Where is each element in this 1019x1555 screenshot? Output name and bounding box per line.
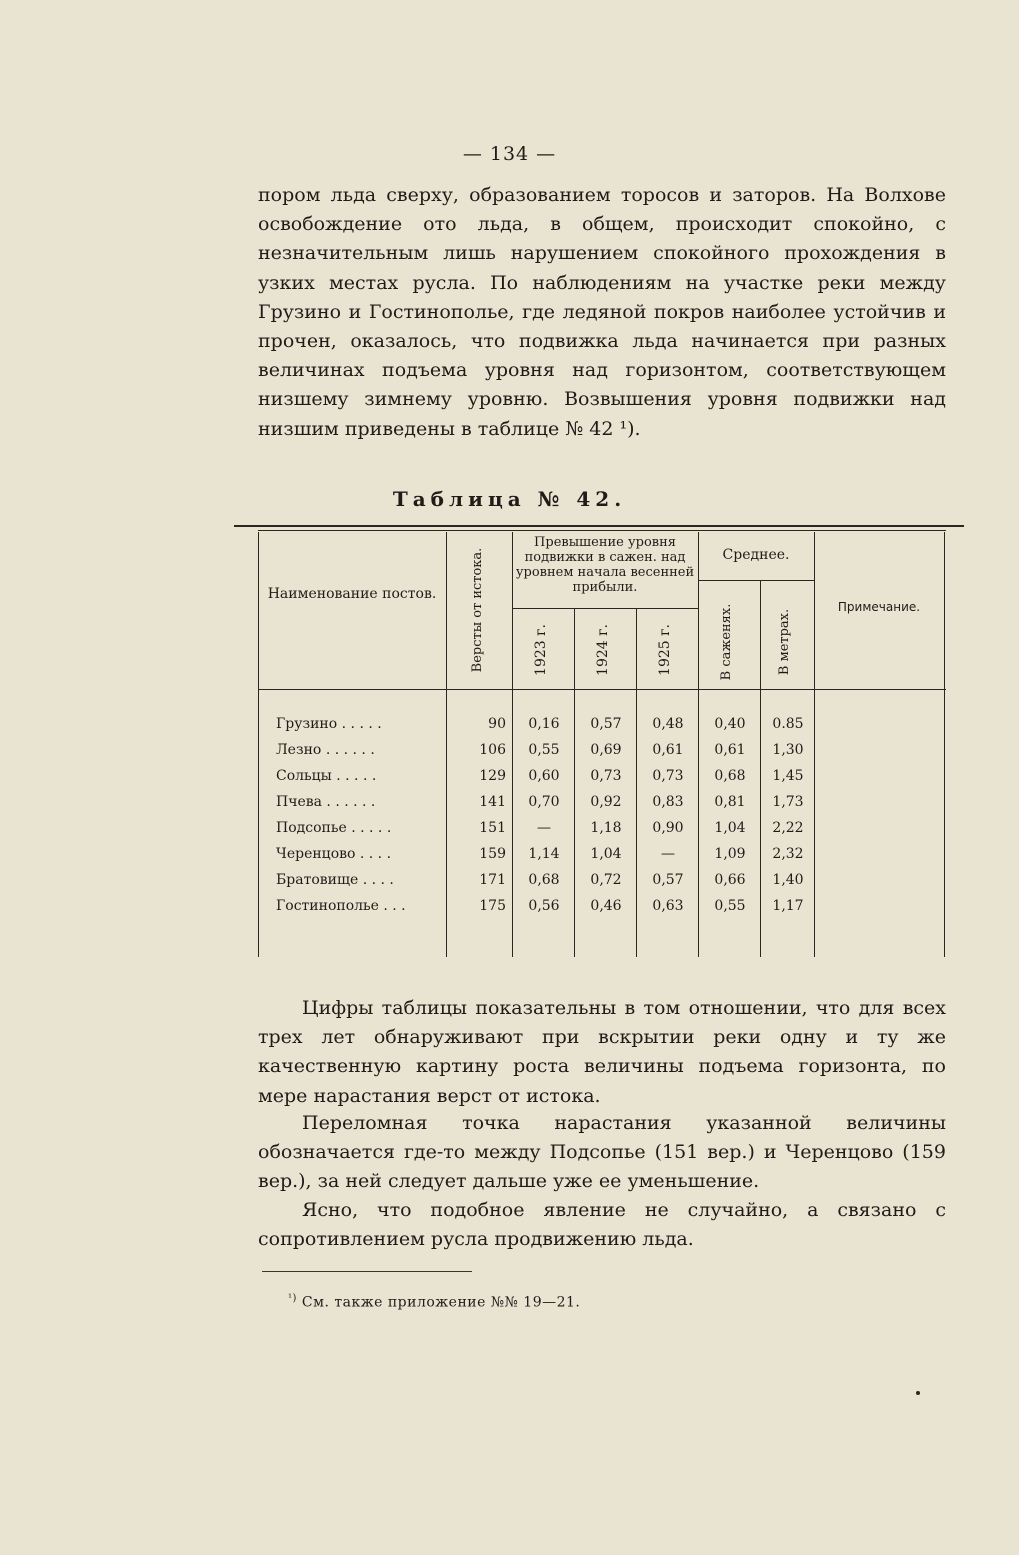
cell-1924: 1,04 [590,846,622,862]
cell-versts: 129 [479,768,506,784]
header-average: Среднее. [722,547,790,563]
cell-avg-sazhen: 0,55 [714,898,746,914]
footnote-text: См. также приложение №№ 19—21. [301,1294,581,1311]
cell-avg-sazhen: 0,61 [714,742,746,758]
cell-versts: 106 [479,742,506,758]
cell-1923: 0,70 [528,794,560,810]
footnote-rule [262,1271,472,1272]
header-name: Наименование постов. [267,586,437,602]
cell-1925: 0,48 [652,716,684,732]
table-row [258,768,946,794]
table-row [258,742,946,768]
cell-1923: 0,68 [528,872,560,888]
paragraph-analysis: Цифры таблицы показательны в том отношении, что для всех трех лет обнаруживают при вскрытии реки одну и ту же качественную картину роста величины подъема горизонта, по мере нарастания верст от истока. [258,997,946,1107]
cell-name: Грузино . . . . . [276,716,382,732]
cell-1925: 0,83 [652,794,684,810]
cell-name: Братовище . . . . [276,872,394,888]
ink-speck [916,1391,920,1395]
cell-1923: 0,55 [528,742,560,758]
cell-1924: 1,18 [590,820,622,836]
header-1923: 1923 г. [533,624,549,676]
table-row [258,846,946,872]
cell-name: Сольцы . . . . . [276,768,377,784]
paragraph-turning-point: Переломная точка нарастания указанной величины обозначается где-то между Подсопье (151 вер.) и Черенцово (159 вер.), за ней следует дальше уже ее уменьшение. [258,1112,946,1193]
cell-avg-meters: 2,32 [772,846,804,862]
header-1925: 1925 г. [657,624,673,676]
table-row [258,898,946,924]
header-avg-meters: В метрах. [777,608,792,676]
cell-name: Черенцово . . . . [276,846,392,862]
cell-name: Лезно . . . . . . [276,742,375,758]
cell-avg-sazhen: 1,09 [714,846,746,862]
cell-1924: 0,57 [590,716,622,732]
cell-avg-sazhen: 0,40 [714,716,746,732]
cell-avg-meters: 1,45 [772,768,804,784]
cell-1925: — [661,846,675,862]
table-top-rule-inner [258,530,946,531]
paragraph-intro: пором льда сверху, образованием торосов и заторов. На Волхове освобождение ото льда, в общем, происходит спокойно, с незначительным лишь нарушением спокойного прохождения в узких местах русла. По наблюдениям на участке реки между Грузино и Гостинополье, где ледяной покров наиболее устойчив и прочен, оказалось, что подвижка льда начинается при разных величинах подъема уровня над горизонтом, соответствующем низшему зимнему уровню. Возвышения уровня подвижки над низшим приведены в таблице № 42 ¹). [258,184,946,440]
cell-1925: 0,73 [652,768,684,784]
cell-name: Гостинополье . . . [276,898,406,914]
cell-1924: 0,46 [590,898,622,914]
cell-avg-meters: 1,17 [772,898,804,914]
header-excess: Превышение уровня подвижки в сажен. над уровнем начала весенней прибыли. [515,535,695,595]
cell-name: Пчева . . . . . . [276,794,376,810]
cell-avg-sazhen: 1,04 [714,820,746,836]
cell-1923: 0,16 [528,716,560,732]
table-top-rule [234,525,964,527]
table-row [258,716,946,742]
cell-1924: 0,92 [590,794,622,810]
header-versts: Версты от истока. [470,547,485,673]
cell-avg-meters: 2,22 [772,820,804,836]
table-row [258,872,946,898]
data-table [258,532,946,957]
cell-versts: 159 [479,846,506,862]
cell-name: Подсопье . . . . . [276,820,392,836]
cell-avg-meters: 1,40 [772,872,804,888]
cell-avg-meters: 1,30 [772,742,804,758]
cell-avg-sazhen: 0,66 [714,872,746,888]
cell-versts: 175 [479,898,506,914]
cell-1925: 0,63 [652,898,684,914]
cell-avg-meters: 1,73 [772,794,804,810]
cell-1925: 0,57 [652,872,684,888]
cell-1923: 1,14 [528,846,560,862]
page-number: — 134 — [462,143,557,165]
cell-1924: 0,73 [590,768,622,784]
cell-1923: 0,56 [528,898,560,914]
cell-1925: 0,90 [652,820,684,836]
footnote [288,1293,580,1311]
header-avg-sazhen: В саженях. [719,603,734,681]
header-note: Примечание. [837,600,921,614]
table-title: Таблица № 42. [392,487,627,511]
cell-avg-sazhen: 0,68 [714,768,746,784]
table-row [258,820,946,846]
footnote-mark: ¹) [288,1293,297,1304]
header-1924: 1924 г. [595,624,611,676]
cell-1924: 0,69 [590,742,622,758]
cell-1925: 0,61 [652,742,684,758]
cell-1923: — [537,820,551,836]
cell-versts: 141 [479,794,506,810]
cell-avg-meters: 0.85 [772,716,804,732]
cell-1924: 0,72 [590,872,622,888]
cell-1923: 0,60 [528,768,560,784]
cell-versts: 171 [479,872,506,888]
cell-versts: 90 [488,716,506,732]
paragraph-conclusion: Ясно, что подобное явление не случайно, а связано с сопротивлением русла продвижению льда. [258,1199,946,1251]
cell-avg-sazhen: 0,81 [714,794,746,810]
cell-versts: 151 [479,820,506,836]
table-hline [698,580,814,581]
table-row [258,794,946,820]
